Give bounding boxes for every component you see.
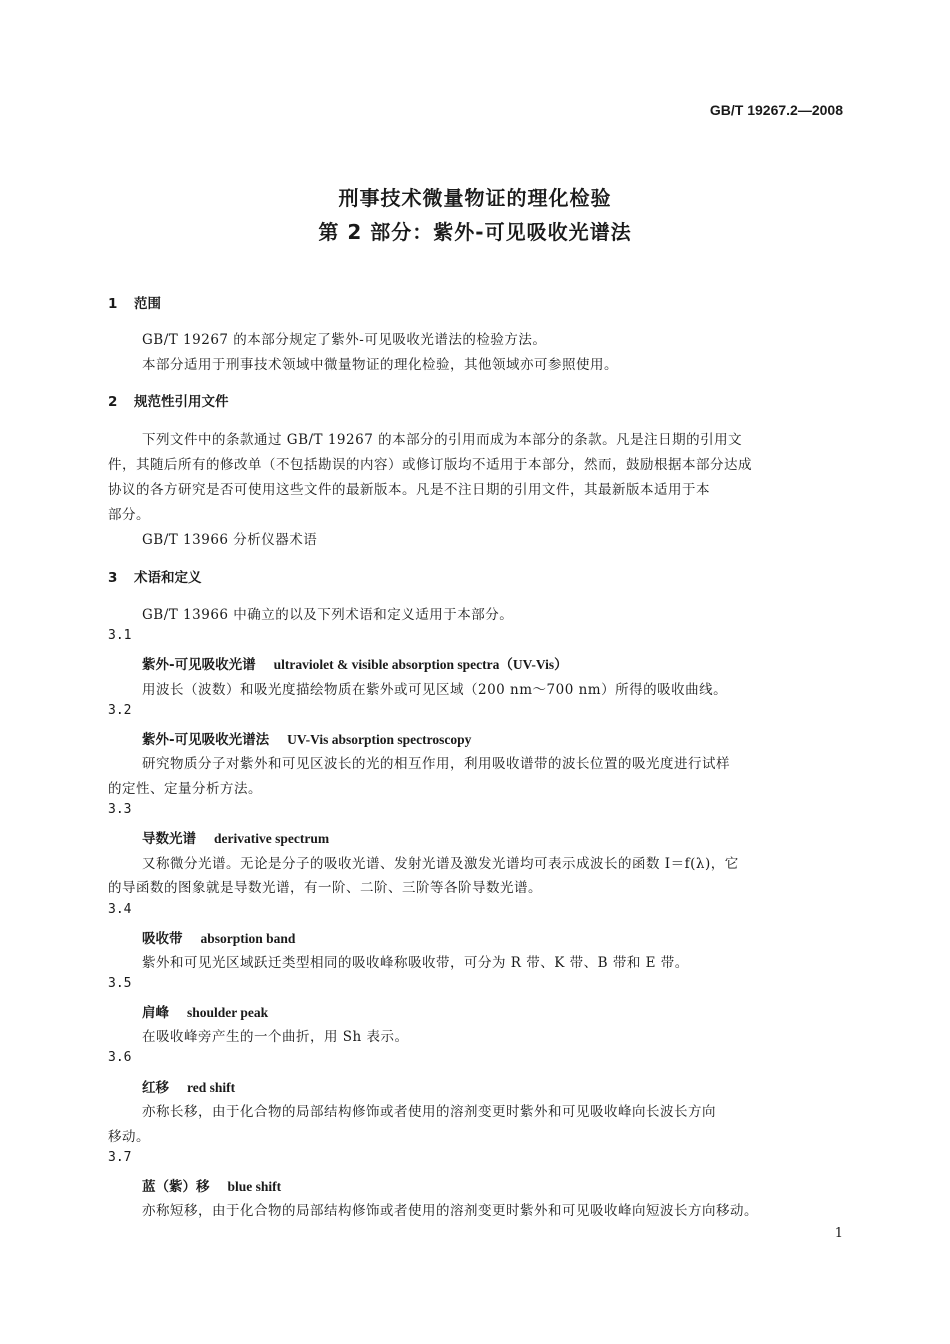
term-entry — [142, 827, 329, 847]
term-entry — [142, 1001, 268, 1021]
term-number: 3.6 — [108, 1050, 132, 1065]
term-number: 3.7 — [108, 1150, 132, 1165]
term-definition: 的导函数的图象就是导数光谱，有一阶、二阶、三阶等各阶导数光谱。 — [108, 880, 542, 896]
term-definition: 亦称长移，由于化合物的局部结构修饰或者使用的溶剂变更时紫外和可见吸收峰向长波长方向 — [142, 1104, 716, 1120]
term-definition: 紫外和可见光区域跃迁类型相同的吸收峰称吸收带，可分为 R 带、K 带、B 带和 E 带。 — [142, 955, 689, 971]
term-definition: 又称微分光谱。无论是分子的吸收光谱、发射光谱及激发光谱均可表示成波长的函数 I＝f(λ)，它 — [142, 856, 739, 872]
term-definition: 移动。 — [108, 1129, 150, 1145]
term-entry — [142, 653, 568, 673]
term-number: 3.2 — [108, 703, 132, 718]
paragraph: GB/T 19267 的本部分规定了紫外-可见吸收光谱法的检验方法。 — [142, 332, 547, 348]
term-en: derivative spectrum — [214, 831, 330, 846]
paragraph-line: 件，其随后所有的修改单（不包括勘误的内容）或修订版均不适用于本部分，然而，鼓励根据本部分达成 — [108, 457, 752, 473]
section-heading-scope — [108, 292, 161, 312]
term-definition: 的定性、定量分析方法。 — [108, 781, 262, 797]
section-heading-normative-references — [108, 390, 229, 410]
document-subtitle: 第 2 部分：紫外-可见吸收光谱法 — [318, 220, 632, 244]
term-zh: 红移 — [142, 1080, 169, 1096]
section-title: 规范性引用文件 — [134, 394, 229, 410]
term-definition: 用波长（波数）和吸光度描绘物质在紫外或可见区域（200 nm～700 nm）所得的吸收曲线。 — [142, 682, 728, 698]
term-number: 3.5 — [108, 976, 132, 991]
section-title: 术语和定义 — [134, 570, 202, 586]
term-en: blue shift — [227, 1179, 282, 1194]
term-entry — [142, 927, 295, 947]
term-entry — [142, 1076, 235, 1096]
term-en: UV-Vis absorption spectroscopy — [287, 732, 472, 747]
standard-number: GB/T 19267.2—2008 — [709, 102, 843, 118]
section-number: 1 — [108, 296, 118, 312]
term-zh: 紫外-可见吸收光谱 — [142, 657, 256, 673]
paragraph: GB/T 13966 中确立的以及下列术语和定义适用于本部分。 — [142, 607, 514, 623]
page-number: 1 — [834, 1226, 843, 1241]
document-title: 刑事技术微量物证的理化检验 — [338, 186, 612, 210]
section-title: 范围 — [134, 296, 161, 312]
term-definition: 在吸收峰旁产生的一个曲折，用 Sh 表示。 — [142, 1029, 409, 1045]
paragraph: 本部分适用于刑事技术领域中微量物证的理化检验，其他领域亦可参照使用。 — [142, 357, 618, 373]
term-entry — [142, 1175, 281, 1195]
paragraph-line: 下列文件中的条款通过 GB/T 19267 的本部分的引用而成为本部分的条款。凡是注日期的引用文 — [142, 432, 743, 448]
term-zh: 紫外-可见吸收光谱法 — [142, 732, 270, 748]
term-definition: 亦称短移，由于化合物的局部结构修饰或者使用的溶剂变更时紫外和可见吸收峰向短波长方向移动。 — [142, 1203, 758, 1219]
section-number: 3 — [108, 570, 118, 586]
term-number: 3.4 — [108, 902, 132, 917]
term-zh: 蓝（紫）移 — [142, 1179, 210, 1195]
paragraph-line: 协议的各方研究是否可使用这些文件的最新版本。凡是不注日期的引用文件，其最新版本适用于本 — [108, 482, 710, 498]
term-en: shoulder peak — [187, 1005, 269, 1020]
term-zh: 导数光谱 — [142, 831, 196, 847]
term-number: 3.3 — [108, 802, 132, 817]
term-zh: 吸收带 — [142, 931, 183, 947]
term-number: 3.1 — [108, 628, 132, 643]
term-zh: 肩峰 — [142, 1005, 169, 1021]
term-definition: 研究物质分子对紫外和可见区波长的光的相互作用，利用吸收谱带的波长位置的吸光度进行试样 — [142, 756, 730, 772]
term-en: absorption band — [200, 931, 296, 946]
paragraph-line: 部分。 — [108, 507, 150, 523]
section-number: 2 — [108, 394, 118, 410]
term-en: red shift — [187, 1080, 236, 1095]
term-en: ultraviolet & visible absorption spectra（UV-Vis） — [273, 657, 568, 672]
term-entry — [142, 728, 471, 748]
section-heading-terms — [108, 566, 202, 586]
reference-item: GB/T 13966 分析仪器术语 — [142, 532, 318, 548]
